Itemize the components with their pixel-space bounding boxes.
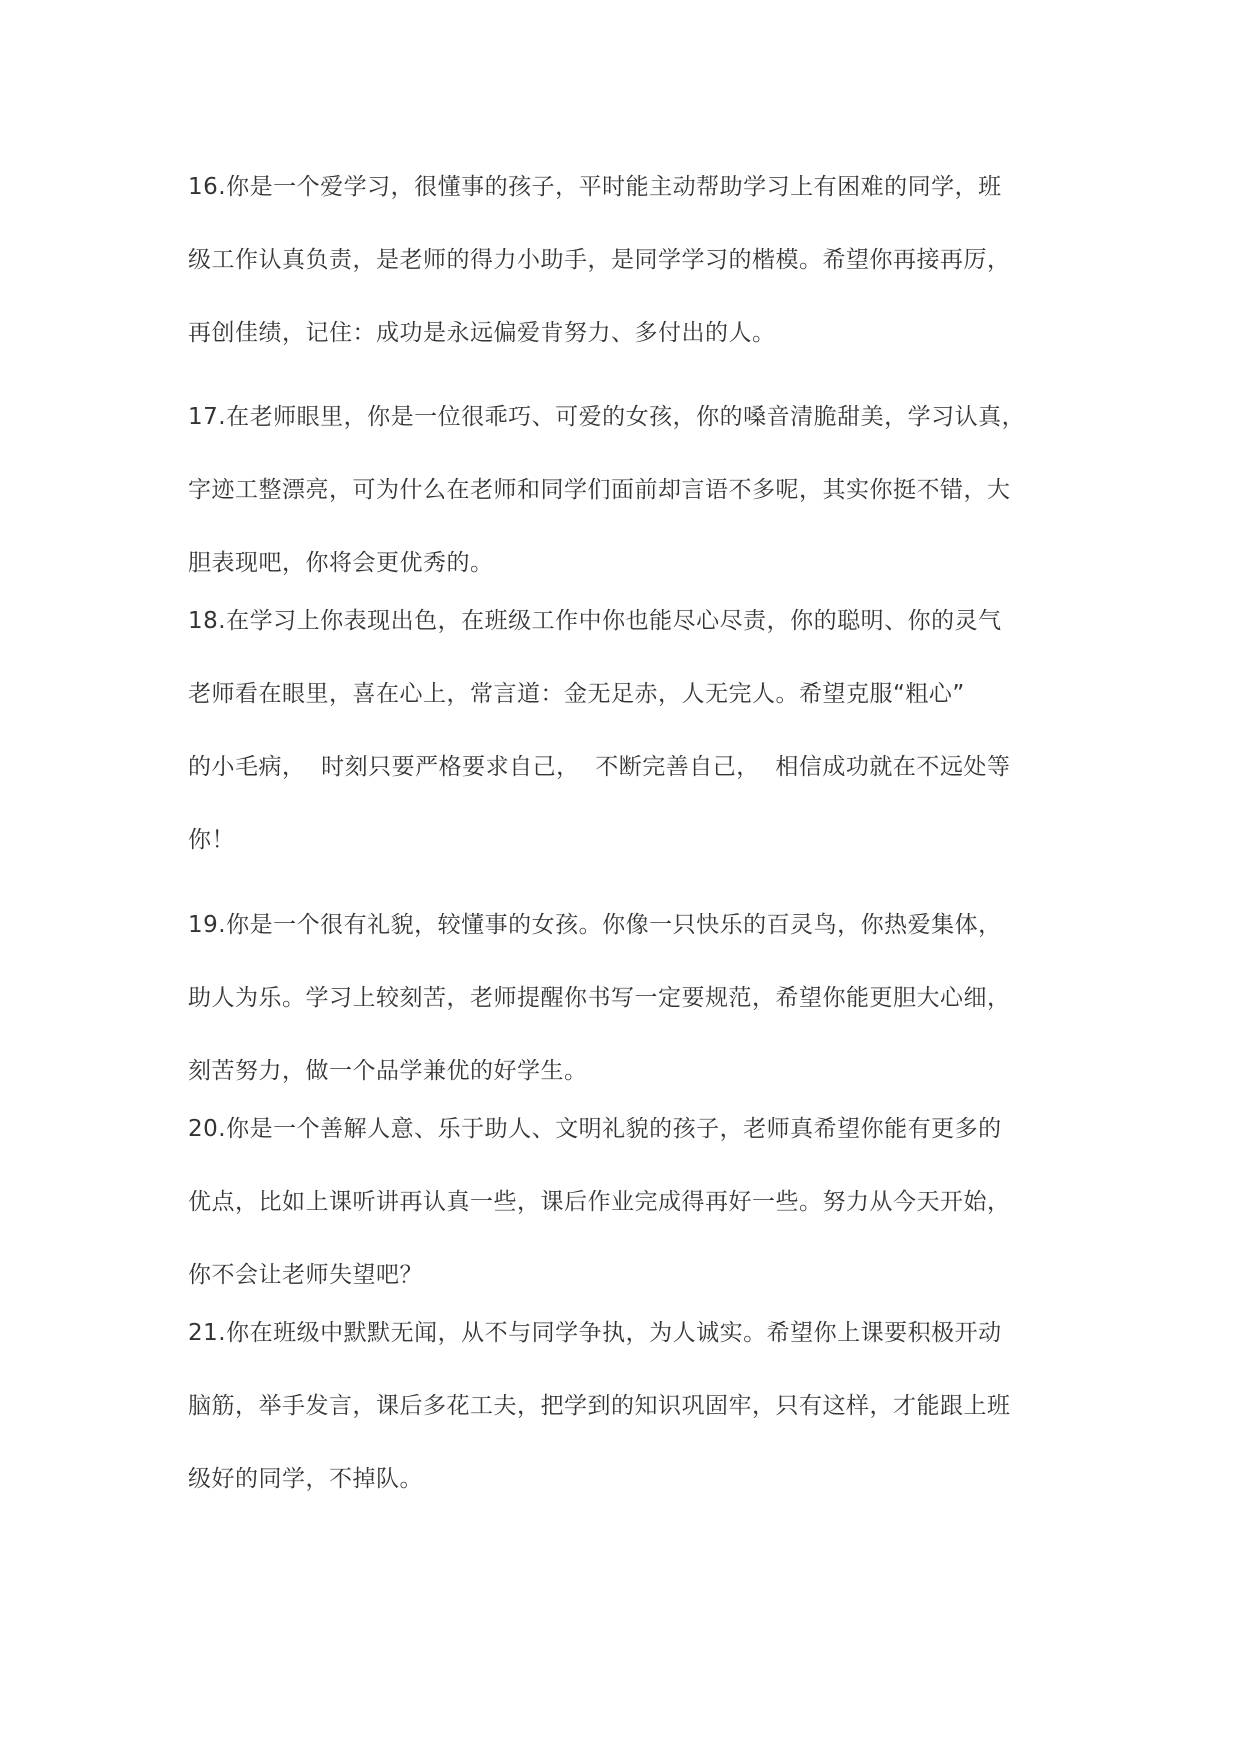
comment-line: 你！ [188, 827, 235, 853]
comment-line: 的小毛病， 时刻只要严格要求自己， 不断完善自己， 相信成功就在不远处等 [188, 754, 1011, 780]
comment-21 [188, 1313, 1068, 1499]
comment-19 [188, 905, 1068, 1091]
comment-line: 你不会让老师失望吧？ [188, 1262, 423, 1288]
comment-line: 再创佳绩，记住：成功是永远偏爱肯努力、多付出的人。 [188, 320, 776, 346]
comment-line: 19.你是一个很有礼貌，较懂事的女孩。你像一只快乐的百灵鸟，你热爱集体， [188, 912, 1002, 938]
comment-17 [188, 397, 1068, 583]
comment-line: 级工作认真负责，是老师的得力小助手，是同学学习的楷模。希望你再接再厉， [188, 247, 1011, 273]
comment-line: 20.你是一个善解人意、乐于助人、文明礼貌的孩子，老师真希望你能有更多的 [188, 1116, 1002, 1142]
comment-18 [188, 601, 1068, 860]
comment-line: 优点，比如上课听讲再认真一些，课后作业完成得再好一些。努力从今天开始， [188, 1189, 1011, 1215]
comment-line: 17.在老师眼里，你是一位很乖巧、可爱的女孩，你的嗓音清脆甜美，学习认真， [188, 404, 1026, 430]
comment-line: 脑筋，举手发言，课后多花工夫，把学到的知识巩固牢，只有这样，才能跟上班 [188, 1393, 1011, 1419]
comment-line: 胆表现吧，你将会更优秀的。 [188, 550, 494, 576]
comment-line: 21.你在班级中默默无闻，从不与同学争执，为人诚实。希望你上课要积极开动 [188, 1320, 1002, 1346]
comment-line: 老师看在眼里，喜在心上，常言道：金无足赤，人无完人。希望克服“粗心” [188, 681, 965, 707]
comment-16 [188, 167, 1068, 353]
comment-line: 刻苦努力，做一个品学兼优的好学生。 [188, 1058, 588, 1084]
comment-line: 级好的同学，不掉队。 [188, 1466, 423, 1492]
comment-line: 16.你是一个爱学习，很懂事的孩子，平时能主动帮助学习上有困难的同学，班 [188, 174, 1002, 200]
comment-line: 助人为乐。学习上较刻苦，老师提醒你书写一定要规范，希望你能更胆大心细， [188, 985, 1011, 1011]
comment-20 [188, 1109, 1068, 1295]
comment-line: 字迹工整漂亮，可为什么在老师和同学们面前却言语不多呢，其实你挺不错，大 [188, 477, 1011, 503]
comment-line: 18.在学习上你表现出色，在班级工作中你也能尽心尽责，你的聪明、你的灵气 [188, 608, 1002, 634]
